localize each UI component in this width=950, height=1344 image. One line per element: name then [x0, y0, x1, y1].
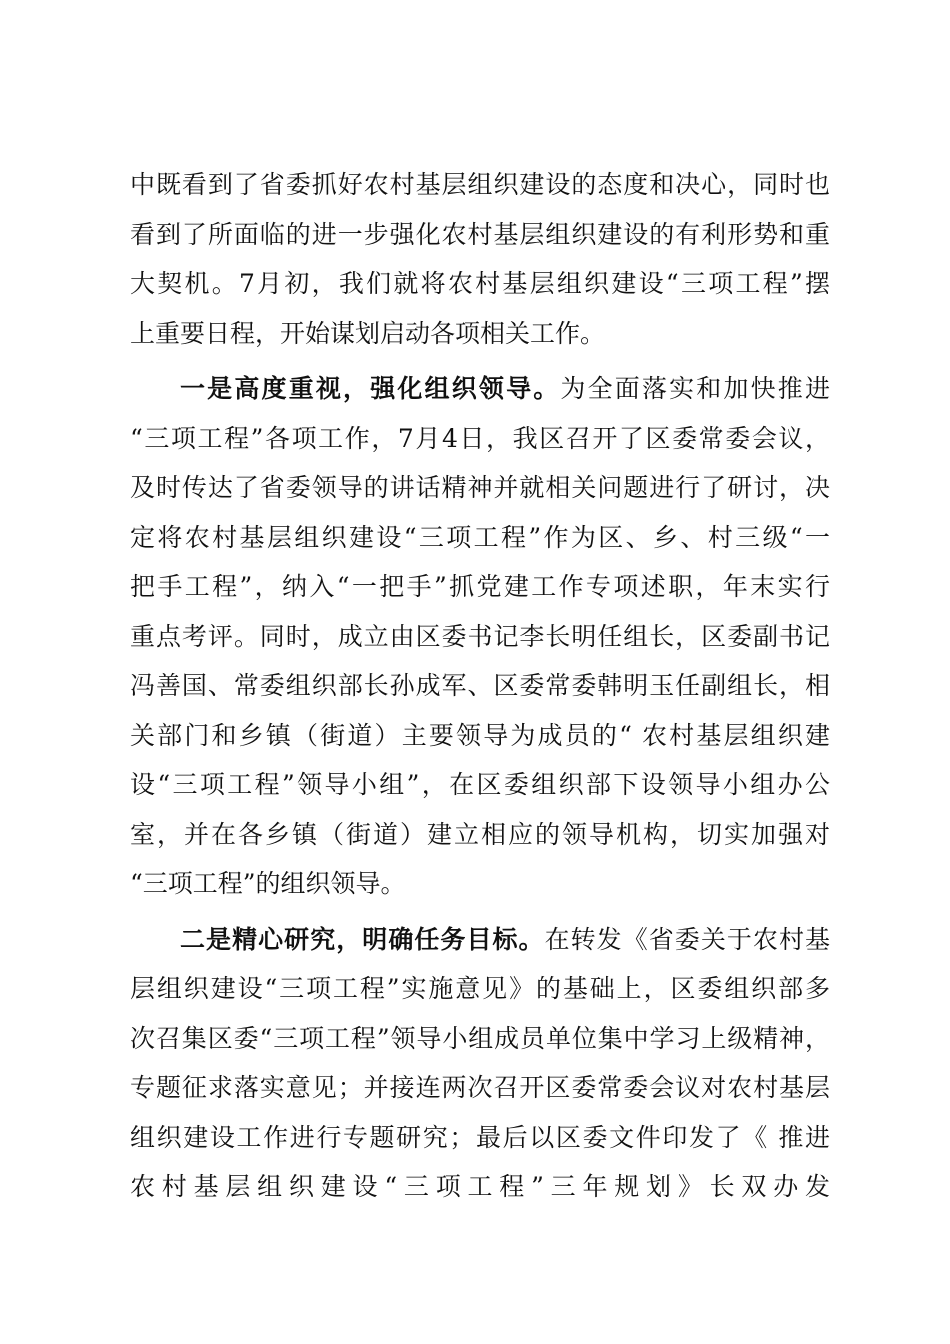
- text-line: “三项工程”各项工作，7月4日，我区召开了区委常委会议，: [130, 423, 830, 453]
- paragraph-2: [130, 364, 830, 909]
- text-line: 次召集区委“三项工程”领导小组成员单位集中学习上级精神，: [130, 1023, 830, 1053]
- paragraph-first-line: [130, 364, 830, 414]
- text-line: 把手工程”，纳入“一把手”抓党建工作专项述职，年末实行: [130, 572, 830, 601]
- first-line-text: 在转发《省委关于农村基: [544, 924, 830, 954]
- text-line: “三项工程”的组织领导。: [130, 869, 406, 898]
- text-line: 层组织建设“三项工程”实施意见》的基础上，区委组织部多: [130, 974, 830, 1003]
- text-line: 农村基层组织建设“三项工程”三年规划》长双办发: [130, 1172, 830, 1201]
- text-line: 重点考评。同时，成立由区委书记李长明任组长，区委副书记: [130, 621, 830, 651]
- paragraph-heading: 二是精心研究，明确任务目标。: [180, 924, 545, 954]
- text-line: 室，并在各乡镇（街道）建立相应的领导机构，切实加强对: [130, 819, 830, 849]
- paragraph-1: [130, 160, 830, 358]
- first-line-text: 为全面落实和加快推进: [560, 374, 830, 403]
- text-line: 组织建设工作进行专题研究；最后以区委文件印发了《 推进: [130, 1122, 830, 1152]
- paragraph-3: [130, 915, 830, 1212]
- text-line: 大契机。7月初，我们就将农村基层组织建设“三项工程”摆: [130, 269, 830, 298]
- text-line: 设“三项工程”领导小组”，在区委组织部下设领导小组办公: [130, 770, 830, 799]
- text-line: 看到了所面临的进一步强化农村基层组织建设的有利形势和重: [130, 219, 830, 249]
- document-body: [130, 160, 830, 1212]
- text-line: 关部门和乡镇（街道）主要领导为成员的“ 农村基层组织建: [130, 720, 830, 750]
- paragraph-heading: 一是高度重视，强化组织领导。: [180, 374, 561, 403]
- text-line: 中既看到了省委抓好农村基层组织建设的态度和决心，同时也: [130, 170, 830, 199]
- paragraph-first-line: [130, 915, 830, 965]
- text-line: 定将农村基层组织建设“三项工程”作为区、乡、村三级“一: [130, 522, 830, 552]
- text-line: 上重要日程，开始谋划启动各项相关工作。: [130, 318, 606, 348]
- text-line: 专题征求落实意见；并接连两次召开区委常委会议对农村基层: [130, 1073, 830, 1102]
- text-line: 及时传达了省委领导的讲话精神并就相关问题进行了研讨，决: [130, 473, 830, 502]
- text-line: 冯善国、常委组织部长孙成军、区委常委韩明玉任副组长，相: [130, 671, 830, 700]
